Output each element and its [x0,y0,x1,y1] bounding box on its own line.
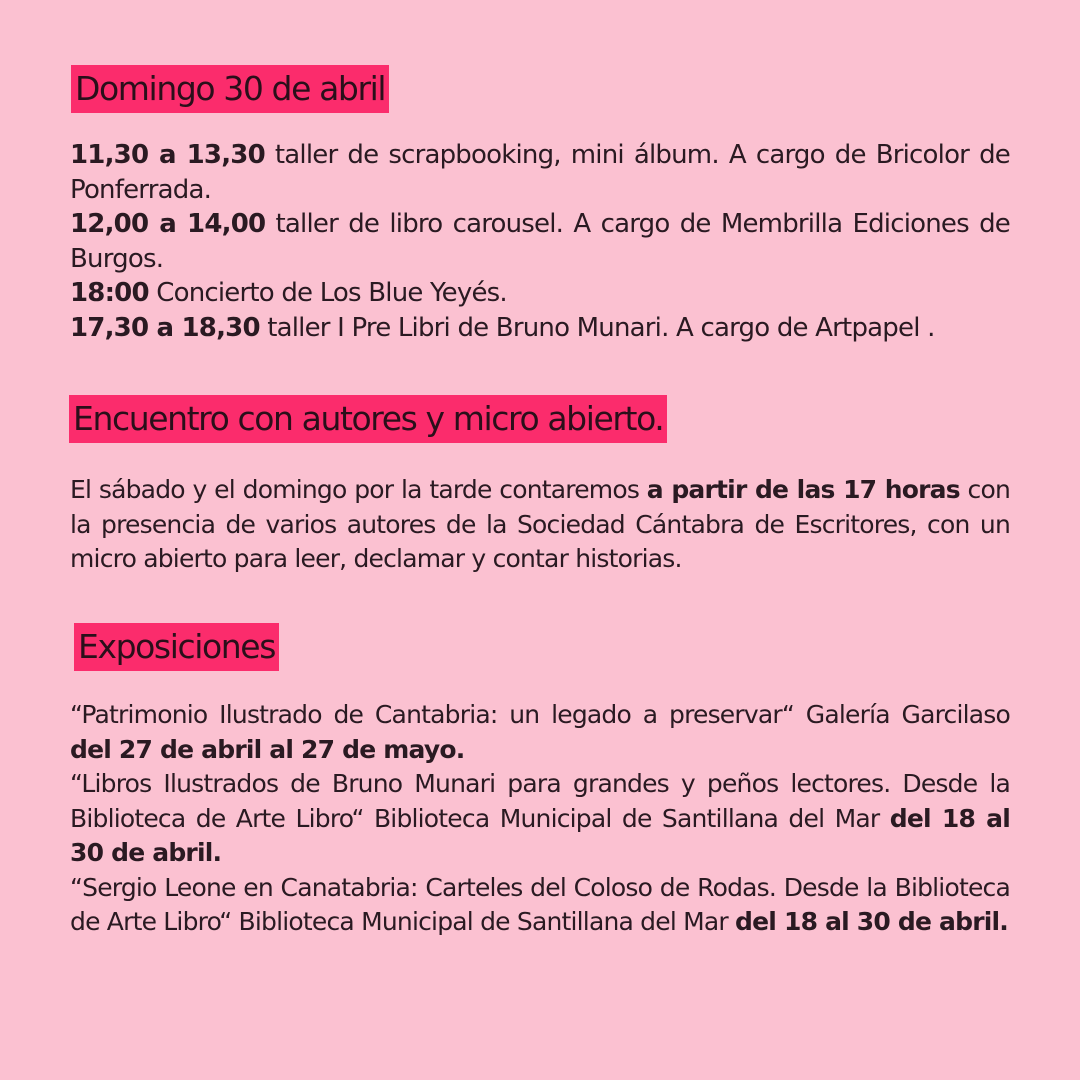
exhibition-text: “Patrimonio Ilustrado de Cantabria: un legado a preservar“ Galería Garcilaso [70,700,1010,729]
schedule-text: taller I Pre Libri de Bruno Munari. A cargo de Artpapel . [259,312,935,343]
section-title-exposiciones: Exposiciones [74,623,279,671]
exhibition-text: “Libros Ilustrados de Bruno Munari para grandes y peños lectores. Desde la Biblioteca de Arte Libro“ Biblioteca Municipal de Santillana del Mar [70,769,1010,833]
schedule-time: 17,30 a 18,30 [70,312,260,343]
exhibitions-list [70,698,1010,940]
section-title-encuentro: Encuentro con autores y micro abierto. [69,395,667,443]
encuentro-paragraph [70,473,1010,577]
schedule-item [70,207,1010,276]
schedule-time: 11,30 a 13,30 [70,140,265,170]
schedule-time: 18:00 [70,278,149,308]
exhibition-item [70,871,1010,940]
exhibition-dates: del 18 al 30 de abril. [70,803,1011,867]
schedule-text: taller de libro carousel. A cargo de Membrilla Ediciones de Burgos. [70,209,1010,274]
exhibition-text: “Sergio Leone en Canatabria: Carteles del Coloso de Rodas. Desde la Biblioteca de Arte Libro“ Biblioteca Municipal de Santillana del Mar [70,872,1010,936]
encuentro-text [70,473,1010,577]
schedule-text: Concierto de Los Blue Yeyés. [148,278,507,308]
exhibition-item [70,698,1010,767]
exhibition-dates: del 18 al 30 de abril. [735,907,1008,936]
schedule-list [70,138,1010,345]
encuentro-text-after: con la presencia de varios autores de la Sociedad Cántabra de Escritores, con un micro abierto para leer, declamar y contar historias. [70,475,1010,573]
exhibition-dates: del 27 de abril al 27 de mayo. [70,734,465,764]
schedule-item [70,311,1010,346]
schedule-item [70,138,1010,207]
encuentro-time-highlight: a partir de las 17 horas [646,475,960,504]
schedule-text: taller de scrapbooking, mini álbum. A cargo de Bricolor de Ponferrada. [70,140,1010,205]
schedule-time: 12,00 a 14,00 [70,209,266,239]
schedule-item [70,276,1010,311]
exhibition-item [70,767,1010,871]
section-title-domingo: Domingo 30 de abril [71,65,389,113]
encuentro-text-before: El sábado y el domingo por la tarde contaremos [70,475,647,504]
